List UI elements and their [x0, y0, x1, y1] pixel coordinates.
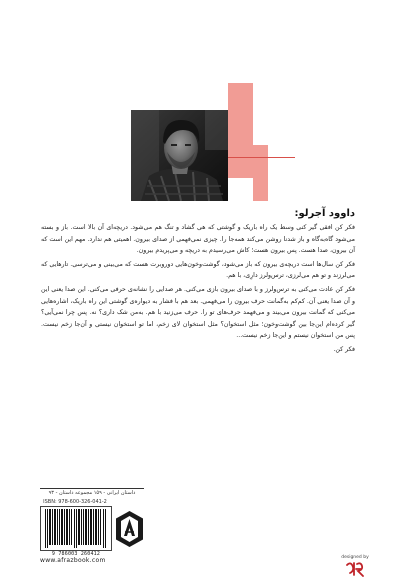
accent-block-right [253, 145, 268, 201]
back-cover-text [41, 222, 355, 358]
footer-rule [40, 488, 144, 489]
designer-credit [340, 555, 370, 577]
paragraph: فکر کن سال‌ها است دریچه‌ی بیرون که باز می‌شود، گوشت‌وخون‌هایی دوروبرت هست که می‌بینی و می‌ترسی. تارهایی که می‌لرزند و تو هم می‌لرزی، ترس‌ولرز دارِی، با هم. [41, 260, 355, 280]
designer-label: designed by [341, 555, 369, 560]
author-name: داوود آجرلو: [294, 208, 355, 219]
paragraph: فکر کن عادت می‌کنی به ترس‌ولرز و با صدای بیرون بازی می‌کنی. هر صدایی را نشانه‌ی حرفی می‌کنی. این صدا یعنی این و آن صدا یعنی آن. کم‌کم به‌گمانت حرف بیرون را می‌فهمی. بعد هم با فشار به دیواره‌ی گوشتی این راه باریک، اشاره‌هایی می‌کنی که گمانت بیرون می‌بیند و می‌فهمد حرف‌های تو را. حرف می‌زنید با هم. به‌من شک داری؟ نه. پس چرا نمی‌آیی؟ گیر کرده‌ام این‌جا بین گوشت‌وخون؛ مثل استخوان؟ مثل استخوان لای زخم، اما تو استخوان نیستی و آن‌جا زخم نیست. پس من استخوان نیستم و این‌جا زخم نیست... [41, 285, 355, 340]
series-info: داستان ایرانی - ۱۵۹ مجموعه داستان - ۹۳ [48, 490, 136, 496]
paragraph: فکر کن. [333, 345, 355, 353]
barcode-digits: 9 786003 260412 [51, 551, 101, 557]
author-photo [131, 110, 228, 201]
barcode-image [40, 506, 112, 551]
publisher-logo [114, 510, 145, 548]
paragraph: فکر کن افقی گیر کنی وسط یک راه باریک و گوشتی که هی گشاد و تنگ هم می‌شود. دریچه‌ای آن بالا است. باز و بسته می‌شود گاه‌به‌گاه و باز شدنا روشن می‌کند همه‌جا را. چیزی نمی‌فهمی از صدای بیرون. اهمیتی هم ندارد. مهم این است که آن بیرون، صدا هست. پس بیرون هست؛ کاش می‌رسیدم به دریچه و می‌پریدم بیرون. [41, 224, 355, 255]
accent-block-tall [228, 83, 253, 178]
publisher-website[interactable]: www.afrazbook.com [40, 557, 106, 564]
accent-divider-line [227, 157, 295, 158]
isbn-label: ISBN: 978-600-326-041-2 [43, 499, 107, 505]
designer-mark-icon [345, 561, 365, 577]
